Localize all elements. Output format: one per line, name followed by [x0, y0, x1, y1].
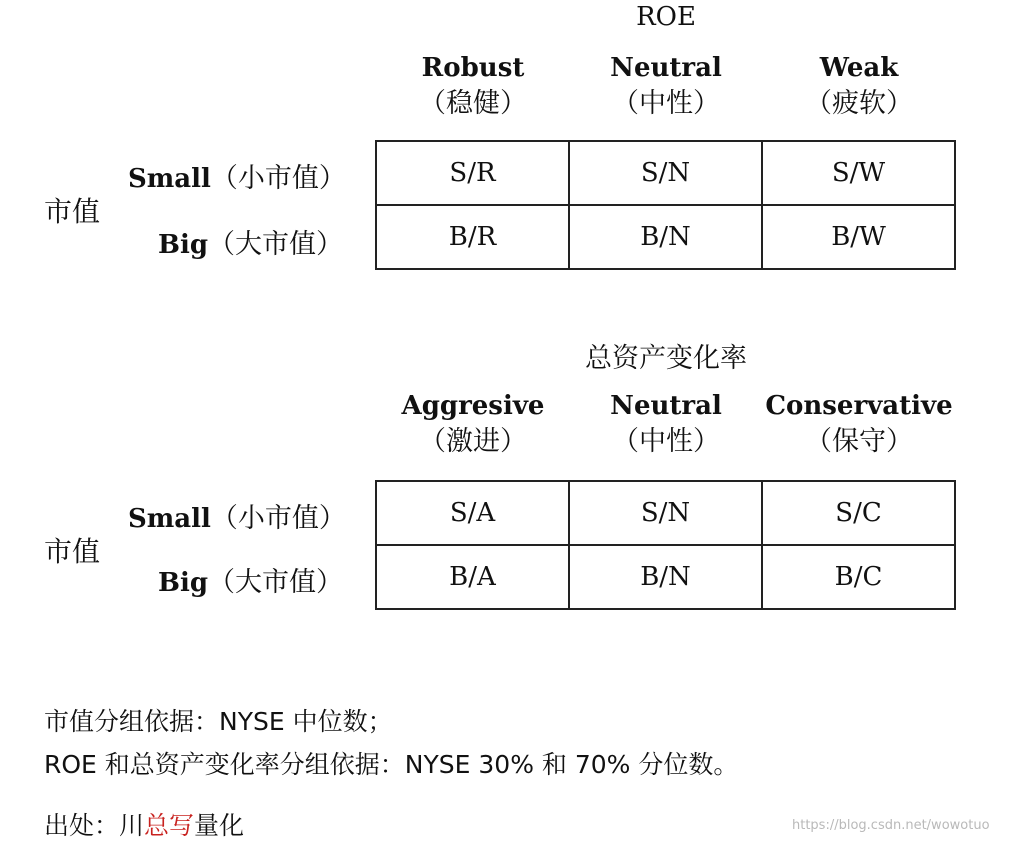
row-label-zh: （小市值）: [210, 163, 346, 194]
row-label-en: Small: [128, 164, 211, 194]
col-label-zh: （激进）: [419, 426, 527, 457]
table1-row-label-small: [128, 156, 346, 195]
table2-col-neutral: [610, 388, 722, 460]
source-suffix: 量化: [194, 811, 245, 840]
table2-grid: [375, 480, 956, 610]
table2-group-label: 市值: [44, 535, 101, 568]
table-cell: B/N: [569, 205, 762, 269]
col-label-zh: （中性）: [612, 88, 720, 119]
col-label-zh: （稳健）: [419, 88, 527, 119]
table1-col-neutral: [610, 50, 722, 122]
col-label-en: Aggresive: [401, 391, 545, 421]
table-cell: B/N: [569, 545, 762, 609]
table-cell: S/C: [762, 481, 955, 545]
table1-col-weak: [805, 50, 913, 122]
table-cell: B/A: [376, 545, 569, 609]
row-label-zh: （大市值）: [208, 229, 344, 260]
source-line: [44, 806, 244, 842]
source-highlight: 总写: [144, 811, 195, 840]
table-cell: S/W: [762, 141, 955, 205]
table2-row-label-big: [158, 560, 343, 599]
table1-group-label: 市值: [44, 195, 101, 228]
note-line-1: 市值分组依据：NYSE 中位数；: [44, 707, 393, 736]
table1-row-label-big: [158, 222, 343, 261]
watermark: https://blog.csdn.net/wowotuo: [792, 818, 990, 833]
col-label-en: Neutral: [610, 391, 722, 421]
table-cell: S/R: [376, 141, 569, 205]
col-label-en: Weak: [819, 53, 899, 83]
table1-title: ROE: [636, 2, 696, 32]
table-row: [376, 545, 955, 609]
table-cell: S/N: [569, 481, 762, 545]
source-prefix: 出处：川: [44, 811, 145, 840]
table-row: [376, 141, 955, 205]
col-label-en: Robust: [421, 53, 525, 83]
table1-grid: [375, 140, 956, 270]
col-label-zh: （保守）: [805, 426, 913, 457]
row-label-zh: （大市值）: [208, 567, 344, 598]
table2-title: 总资产变化率: [585, 343, 747, 374]
table2-row-label-small: [128, 496, 346, 535]
col-label-zh: （疲软）: [805, 88, 913, 119]
col-label-en: Conservative: [765, 391, 953, 421]
table-cell: B/C: [762, 545, 955, 609]
col-label-en: Neutral: [610, 53, 722, 83]
col-label-zh: （中性）: [612, 426, 720, 457]
row-label-en: Big: [158, 568, 209, 598]
table-row: [376, 205, 955, 269]
table2-col-conservative: [765, 388, 952, 460]
table-cell: S/A: [376, 481, 569, 545]
row-label-en: Big: [158, 230, 209, 260]
note-line-2: ROE 和总资产变化率分组依据：NYSE 30% 和 70% 分位数。: [44, 750, 739, 779]
table-cell: B/W: [762, 205, 955, 269]
table1-col-robust: [419, 50, 527, 122]
row-label-en: Small: [128, 504, 211, 534]
table-cell: S/N: [569, 141, 762, 205]
row-label-zh: （小市值）: [210, 503, 346, 534]
table-cell: B/R: [376, 205, 569, 269]
table2-col-aggresive: [402, 388, 545, 460]
table-row: [376, 481, 955, 545]
